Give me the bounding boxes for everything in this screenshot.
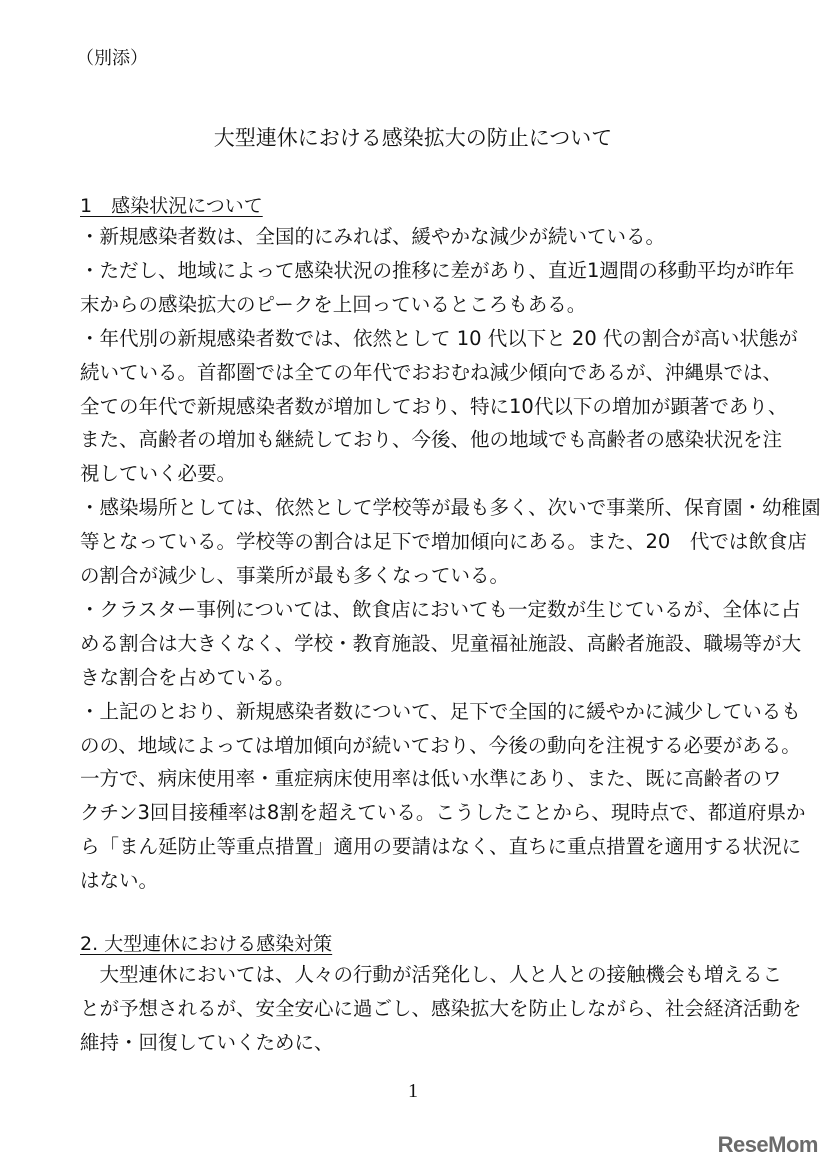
section-1-heading: 1 感染状況について xyxy=(80,195,263,217)
text-line: ・感染場所としては、依然として学校等が最も多く、次いで事業所、保育園・幼稚園 xyxy=(80,496,821,520)
text-line: きな割合を占めている。 xyxy=(80,665,295,689)
text-line: はない。 xyxy=(80,869,159,893)
page-number: 1 xyxy=(408,1080,418,1102)
text-line: ら「まん延防止等重点措置」適用の要請はなく、直ちに重点措置を適用する状況に xyxy=(80,835,802,859)
text-line: 等となっている。学校等の割合は足下で増加傾向にある。また、20 代では飲食店 xyxy=(80,530,807,554)
text-line: 大型連休においては、人々の行動が活発化し、人と人との接触機会も増えるこ xyxy=(80,963,783,986)
text-line: ・年代別の新規感染者数では、依然として 10 代以下と 20 代の割合が高い状態が xyxy=(80,326,798,350)
text-line: める割合は大きくなく、学校・教育施設、児童福祉施設、高齢者施設、職場等が大 xyxy=(80,631,802,655)
text-line: クチン3回目接種率は8割を超えている。こうしたことから、現時点で、都道府県か xyxy=(80,801,806,825)
text-line: ・ただし、地域によって感染状況の推移に差があり、直近1週間の移動平均が昨年 xyxy=(80,258,795,282)
text-line: 視していく必要。 xyxy=(80,462,237,486)
text-line: のの、地域によっては増加傾向が続いており、今後の動向を注視する必要がある。 xyxy=(80,733,801,757)
document-title: 大型連休における感染拡大の防止について xyxy=(213,126,613,150)
text-line: 一方で、病床使用率・重症病床使用率は低い水準にあり、また、既に高齢者のワ xyxy=(80,767,782,791)
section-2-heading: 2. 大型連休における感染対策 xyxy=(80,933,333,955)
text-line: ・新規感染者数は、全国的にみれば、緩やかな減少が続いている。 xyxy=(80,225,666,248)
resemom-logo: ReseMom xyxy=(717,1132,818,1157)
text-line: 全ての年代で新規感染者数が増加しており、特に10代以下の増加が顕著であり、 xyxy=(80,394,788,418)
text-line: 続いている。首都圏では全ての年代でおおむね減少傾向であるが、沖縄県では、 xyxy=(80,360,783,384)
text-line: 維持・回復していくために、 xyxy=(80,1030,334,1054)
text-line: の割合が減少し、事業所が最も多くなっている。 xyxy=(80,564,510,587)
text-line: 末からの感染拡大のピークを上回っているところもある。 xyxy=(80,292,587,316)
text-line: また、高齢者の増加も継続しており、今後、他の地域でも高齢者の感染状況を注 xyxy=(80,428,783,452)
text-line: ・上記のとおり、新規感染者数について、足下で全国的に緩やかに減少しているも xyxy=(80,699,801,723)
annex-label: （別添） xyxy=(76,48,148,69)
text-line: ・クラスター事例については、飲食店においても一定数が生じているが、全体に占 xyxy=(80,597,801,621)
text-line: とが予想されるが、安全安心に過ごし、感染拡大を防止しながら、社会経済活動を xyxy=(80,996,802,1020)
